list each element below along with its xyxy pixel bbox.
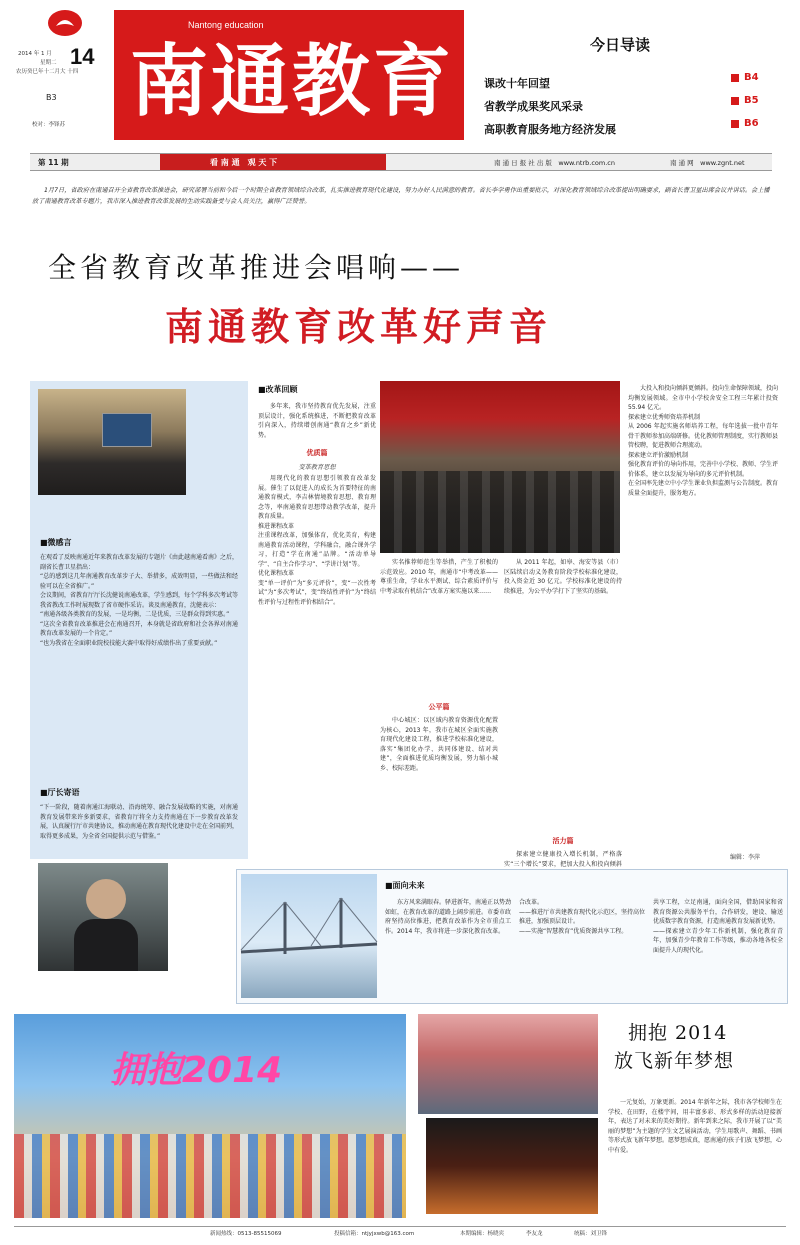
sub-heading-vitality: 活力篇	[552, 837, 574, 845]
issue-date	[12, 44, 112, 84]
preview-page-marker	[731, 74, 739, 82]
preview-item[interactable]	[484, 118, 794, 141]
preview-page-marker	[731, 120, 739, 128]
page-code: B3	[46, 93, 57, 102]
intro-text: 1月7日，省政府在南通召开全省教育改革推进会，研究部署当前和今后一个时期全省教育领域综合改革，扎实推进教育现代化建设，努力办好人民满意的教育。省长李学勇作出重要批示，对深化教育领域综合改革提出明确要求，副省长曹卫星出席会议并讲话。会上播放了南通教育改革专题片，我市深入推进教育改革发展的生动实践备受与会人员关注，赢得广泛赞誉。	[32, 187, 770, 205]
school-emblem-icon	[48, 10, 82, 36]
date-month: 2014 年 1 月	[18, 51, 52, 57]
preview-item[interactable]	[484, 95, 794, 118]
section-title-future: ■面向未来	[385, 881, 425, 890]
sub-sub-heading-ideas: 变革教育思想	[298, 464, 336, 471]
footer-bar	[14, 1226, 786, 1240]
bottom-title-2: 放飞新年梦想	[614, 1050, 735, 1072]
submission-email[interactable]: 投稿信箱：ntjyjxwb@163.com	[334, 1231, 415, 1237]
slogan: 看 南 通 观 天 下	[210, 158, 278, 167]
future-col1: 东方风来满眼春。驿进新年，南通正以势劲如虹，在教育改革的道路上阔步前进。市委市政府坚持高位推进，把教育改革作为全市重点工作。2014 年，我市将进一步深化教育改革。	[385, 899, 512, 935]
section-text-feelings: 在观看了反映南通近年来教育改革发展的专题片《由此越南通看南》之后，副省长曹卫星指出： “总的感到这几年南通教育改革步子大、举措多，成效明显，一些做法和经验可以在全省推广。” 会议期间，省教育厅厅长沈健说南通改革，学生感到，每个学科多次考试等我省教改工作时展现数了省市硬作采访。谈及南通教育，沈健表示： “南通各级各类教育的发展，一是均衡，二是优质，三是群众得到实惠。” “这次全省教育改革推进会在南通召开，本身就是省政府和社会各界对南通教育改革发展的一个肯定。” “也为我省在全面职业院校技能大赛中取得好成绩作出了重要贡献。”	[40, 554, 239, 647]
sub-heading-quality: 优质篇	[306, 449, 328, 457]
future-col3: 共享工程，立足南通，面向全国，借助国家和省教育资源公共服务平台，合作研发，建设、输送优质数字教育资源，打造南通教育发展新优势。 ——探索建立青少年工作新机制，强化教育青年，加强青少年教育工作等级，推动各地各校全面提升人的现代化。	[653, 899, 783, 954]
speaker-suit	[74, 919, 138, 971]
director-interview-photo	[38, 863, 168, 971]
future-col2: 合改革。 ——推进厅市共建教育现代化示范区，坚持高位推进，加强顶层设计。 ——实施“智慧教育”优质资源共享工程。	[519, 899, 646, 935]
vitality-text: 探索建立健康投入增长机制，严格落实“三个增长”要求，把加大投入和投向倾斜	[504, 851, 622, 868]
layout-editor: 统稿：刘卫锋	[574, 1231, 608, 1237]
section-title-review: ■改革回顾	[258, 385, 298, 394]
audience-rows	[380, 471, 620, 553]
campus-activity-photo	[418, 1014, 598, 1114]
date-day: 14	[70, 44, 95, 69]
preview-list	[484, 72, 794, 141]
sub-heading-fairness: 公平篇	[428, 703, 450, 711]
preview-item-title: 省教学成果奖风采录	[484, 100, 583, 113]
preview-item-title: 高职教育服务地方经济发展	[484, 123, 616, 136]
preview-item[interactable]	[484, 72, 794, 95]
conference-seating-photo	[380, 381, 620, 553]
middle-col2-text: 实名推荐师范生等举措，产生了积极的示范效应。2010 年，南通市“中考改革——尊重生命，学业水平测试、综合素质评价与中考录取有机结合”改革方案实施以来……	[380, 559, 498, 595]
left-panel	[30, 381, 248, 859]
quality-text: 用现代化的教育思想引领教育改革发展。催生了以促进人的成长为首要特征的南通教育模式，李吉林情境教育思想、教育理念等，率南通教育思想带动教学改革，提升教育质量。 推进课程改革 注重课程改革，加强体育，优化美育，构建南通教育活动课程，学科融合，融合课外学习，打造“学在南通”品牌。“活动单导学”、“自主合作学习”、“学讲计划”等。 优化课程改革 变“单一评价”为“多元评价”，变“一次性考试”为“多次考试”，变“终结性评价”为“终结性评价与过程性评价相结合”。	[258, 475, 376, 606]
new-year-performance-photo	[14, 1014, 406, 1218]
preview-item-page: B4	[744, 72, 759, 83]
logo-english: Nantong education	[188, 20, 264, 30]
publisher-site[interactable]: 南 通 日 报 社 出 版 www.ntrb.com.cn	[494, 159, 615, 167]
projection-screen	[102, 413, 152, 447]
date-lunar: 农历癸巳年十二月大 十四	[16, 69, 79, 75]
fairness-text: 中心城区：以区域内教育资源优化配置为核心，2013 年，我市在城区全面实施教育现代化建设工程，推进学校标准化建设，落实“集团化办学、共同体建设、结对共建”，全面推进优质均衡发展，努力缩小城乡、校际差距。	[380, 717, 498, 772]
bridge-silhouette-icon	[241, 894, 377, 994]
headline-line2: 南通教育改革好声音	[165, 305, 553, 349]
preview-item-page: B5	[744, 95, 759, 106]
issue-editor-2: 李友龙	[526, 1231, 543, 1237]
section-text-director: “下一阶段，随着南通江海联动、沿海统筹、融合发展战略的实施，对南通教育发展带来许多新要求，省教育厅将全力支持南通在下一步教育改革发展，认真履行厅市共建协议，推动南通在教育现代化建设中走在全国前列，取得更多成果，为全省全国提供示范与借鉴。”	[40, 804, 239, 840]
stage-banner	[444, 399, 554, 411]
right-column-text: 大投入和投向倾斜更倾斜。投向生命保障领域，投向均衡发展领域。全市中小学校舍安全工程三年累计投资 55.94 亿元。 探索建立优秀师资培养机制 从 2006 年起实施名师培养工程，每年选拔一批中青年骨干教师参加高端研修。优化教师管理制度，实行教师县管校聘，促进教师合理流动。 探索建立评价激励机制 强化教育评价的导向作用，完善中小学校、教师、学生评价体系，建立以发展为导向的多元评价机制。 在全国率先建立中小学生课业负担监测与公告制度。教育质量全面提升，服务地方。	[628, 385, 779, 497]
middle-col3-text: 从 2011 年起，如皋、海安等县（市）区陆续启动义务教育阶段学校标准化建设，投入资金近 30 亿元。学校标准化建设的持续推进，为公平办学打下了坚实的基础。	[504, 559, 622, 595]
preview-item-page: B6	[744, 118, 759, 129]
conference-hall-photo	[38, 389, 186, 495]
issue-number: 第 11 期	[38, 158, 69, 167]
logo-chinese: 南通教育	[130, 36, 455, 127]
nav-bar	[30, 153, 772, 171]
masthead	[0, 0, 800, 150]
students-evening-photo	[426, 1118, 598, 1214]
headline-line1: 全省教育改革推进会唱响——	[48, 251, 465, 284]
bottom-title-1: 拥抱 2014	[628, 1022, 728, 1044]
bottom-article-text: 一元复始，万象更新。2014 年新年之际，我市各学校师生在学校、在田野，在楼宇间，用丰富多彩、形式多样的活动迎接新年，表达了对未来的美好期待。新年到来之际，我市开展了以“美丽的梦想”为主题的学生文艺展演活动，学生用歌声、舞蹈、书画等形式放飞新年梦想。愿梦想成真，愿南通的孩子们放飞梦想，心中有爱。	[608, 1099, 783, 1154]
date-weekday: 星期二	[40, 60, 57, 66]
preview-item-title: 课改十年回望	[484, 77, 550, 90]
preview-page-marker	[731, 97, 739, 105]
preview-heading: 今日导读	[590, 36, 651, 54]
logo-block	[114, 10, 464, 140]
performers-row	[14, 1134, 406, 1218]
news-site[interactable]: 南 通 网 www.zgnt.net	[670, 159, 745, 167]
performance-banner-text: 拥抱2014	[110, 1050, 283, 1091]
review-intro: 多年来，我市坚持教育优先发展，注重顶层设计，强化系统推进，不断把教育改革引向深入，持续增创南通“教育之乡”新优势。	[258, 403, 376, 439]
news-hotline: 新闻热线：0513-85515069	[210, 1231, 282, 1237]
issue-editor: 本期编辑：杨晓宾	[460, 1231, 505, 1237]
slogan-bar	[160, 154, 386, 170]
proofreader: 校对：李锋苏	[32, 122, 66, 128]
speaker-figure	[86, 879, 126, 919]
section-title-director: ■厅长寄语	[40, 788, 80, 797]
bridge-photo	[241, 874, 377, 998]
future-section	[236, 869, 788, 1004]
section-title-feelings: ■微感言	[40, 538, 72, 547]
article-editor: 编辑：李萍	[730, 854, 761, 861]
